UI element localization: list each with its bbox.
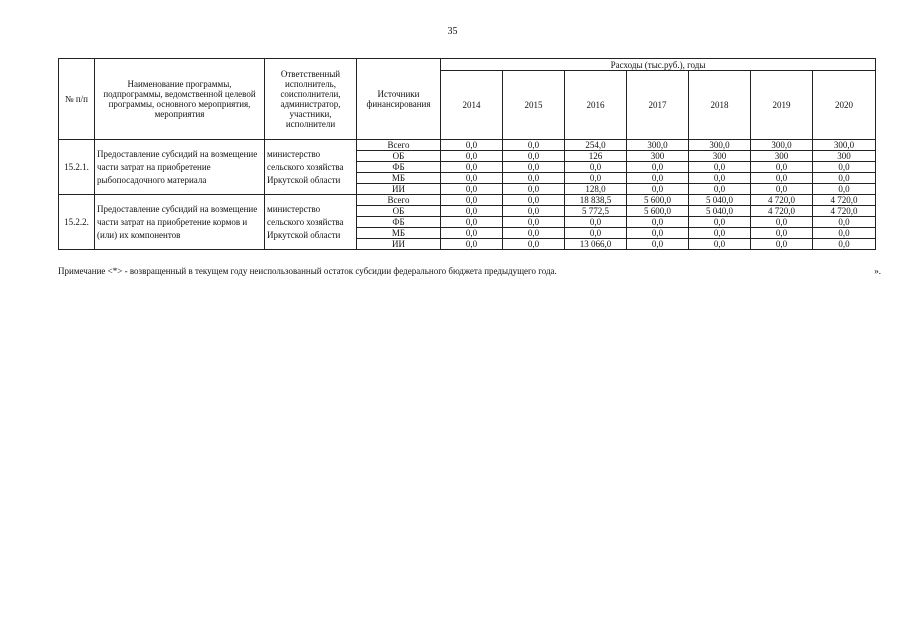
- expense-value: 0,0: [627, 228, 689, 239]
- expense-value: 4 720,0: [751, 206, 813, 217]
- expense-value: 0,0: [441, 140, 503, 151]
- expense-value: 0,0: [441, 184, 503, 195]
- expense-value: 0,0: [751, 228, 813, 239]
- expense-value: 0,0: [813, 239, 876, 250]
- funding-source: МБ: [357, 173, 441, 184]
- expense-value: 0,0: [503, 184, 565, 195]
- footnote: Примечание <*> - возвращенный в текущем году неиспользованный остаток субсидии федерального бюджета предыдущего года.: [58, 266, 557, 276]
- expense-value: 0,0: [503, 173, 565, 184]
- responsible-executor: министерство сельского хозяйства Иркутской области: [265, 195, 357, 250]
- header-year: 2016: [565, 71, 627, 140]
- expense-value: 0,0: [441, 173, 503, 184]
- expense-value: 0,0: [627, 184, 689, 195]
- funding-source: ОБ: [357, 151, 441, 162]
- closing-quote: ».: [874, 266, 881, 276]
- expense-value: 0,0: [751, 184, 813, 195]
- funding-source: ФБ: [357, 162, 441, 173]
- table-row: [59, 195, 876, 206]
- expense-value: 18 838,5: [565, 195, 627, 206]
- header-num: № п/п: [59, 59, 95, 140]
- header-year: 2018: [689, 71, 751, 140]
- expense-value: 0,0: [689, 228, 751, 239]
- header-year: 2019: [751, 71, 813, 140]
- expense-value: 0,0: [751, 162, 813, 173]
- table-body: [59, 140, 876, 250]
- funding-source: ОБ: [357, 206, 441, 217]
- expense-value: 0,0: [813, 173, 876, 184]
- expense-value: 0,0: [813, 162, 876, 173]
- header-year: 2017: [627, 71, 689, 140]
- expense-value: 4 720,0: [813, 195, 876, 206]
- expense-value: 0,0: [689, 217, 751, 228]
- expense-value: 5 040,0: [689, 195, 751, 206]
- expense-value: 0,0: [441, 228, 503, 239]
- expense-value: 0,0: [751, 239, 813, 250]
- expense-value: 0,0: [565, 162, 627, 173]
- expense-value: 5 040,0: [689, 206, 751, 217]
- expense-value: 0,0: [503, 162, 565, 173]
- expense-value: 0,0: [503, 217, 565, 228]
- row-number: 15.2.2.: [59, 195, 95, 250]
- expense-value: 4 720,0: [813, 206, 876, 217]
- expense-value: 0,0: [813, 184, 876, 195]
- funding-source: Всего: [357, 140, 441, 151]
- measure-name: Предоставление субсидий на возмещение части затрат на приобретение рыбопосадочного материала: [95, 140, 265, 195]
- expense-value: 0,0: [503, 228, 565, 239]
- expense-value: 0,0: [441, 217, 503, 228]
- expense-value: 0,0: [503, 140, 565, 151]
- expense-value: 0,0: [503, 151, 565, 162]
- expense-value: 300,0: [689, 140, 751, 151]
- expense-value: 5 772,5: [565, 206, 627, 217]
- expense-value: 0,0: [441, 162, 503, 173]
- expense-value: 0,0: [503, 206, 565, 217]
- table-row: [59, 140, 876, 151]
- header-year: 2014: [441, 71, 503, 140]
- expense-value: 0,0: [441, 195, 503, 206]
- expense-value: 0,0: [627, 173, 689, 184]
- expense-value: 0,0: [813, 228, 876, 239]
- header-year: 2020: [813, 71, 876, 140]
- expense-value: 0,0: [689, 239, 751, 250]
- expense-value: 126: [565, 151, 627, 162]
- expense-value: 0,0: [689, 184, 751, 195]
- expense-value: 128,0: [565, 184, 627, 195]
- header-year: 2015: [503, 71, 565, 140]
- funding-source: ИИ: [357, 239, 441, 250]
- header-sources: Источники финансирования: [357, 59, 441, 140]
- expense-value: 0,0: [565, 173, 627, 184]
- expense-value: 0,0: [627, 162, 689, 173]
- expense-value: 0,0: [441, 206, 503, 217]
- expense-value: 0,0: [565, 228, 627, 239]
- responsible-executor: министерство сельского хозяйства Иркутской области: [265, 140, 357, 195]
- row-number: 15.2.1.: [59, 140, 95, 195]
- funding-source: Всего: [357, 195, 441, 206]
- expense-value: 300: [689, 151, 751, 162]
- expense-value: 0,0: [689, 162, 751, 173]
- expense-value: 0,0: [751, 217, 813, 228]
- header-expenses: Расходы (тыс.руб.), годы: [441, 59, 876, 71]
- measure-name: Предоставление субсидий на возмещение части затрат на приобретение кормов и (или) их компонентов: [95, 195, 265, 250]
- expense-value: 4 720,0: [751, 195, 813, 206]
- expense-value: 300,0: [813, 140, 876, 151]
- expense-value: 0,0: [627, 217, 689, 228]
- expense-value: 300,0: [627, 140, 689, 151]
- expense-value: 0,0: [627, 239, 689, 250]
- expense-value: 0,0: [751, 173, 813, 184]
- expense-value: 0,0: [813, 217, 876, 228]
- expense-value: 5 600,0: [627, 206, 689, 217]
- funding-source: ФБ: [357, 217, 441, 228]
- expense-value: 13 066,0: [565, 239, 627, 250]
- expense-value: 0,0: [503, 195, 565, 206]
- header-name: Наименование программы, подпрограммы, ведомственной целевой программы, основного мероприятия, мероприятия: [95, 59, 265, 140]
- budget-table: [58, 58, 876, 250]
- header-responsible: Ответственный исполнитель, соисполнители, администратор, участники, исполнители: [265, 59, 357, 140]
- expense-value: 300: [627, 151, 689, 162]
- expense-value: 0,0: [565, 217, 627, 228]
- funding-source: ИИ: [357, 184, 441, 195]
- page-number: 35: [447, 26, 458, 37]
- expense-value: 5 600,0: [627, 195, 689, 206]
- expense-value: 0,0: [503, 239, 565, 250]
- expense-value: 0,0: [441, 151, 503, 162]
- expense-value: 0,0: [441, 239, 503, 250]
- expense-value: 300: [813, 151, 876, 162]
- expense-value: 0,0: [689, 173, 751, 184]
- expense-value: 300,0: [751, 140, 813, 151]
- expense-value: 300: [751, 151, 813, 162]
- funding-source: МБ: [357, 228, 441, 239]
- expense-value: 254,0: [565, 140, 627, 151]
